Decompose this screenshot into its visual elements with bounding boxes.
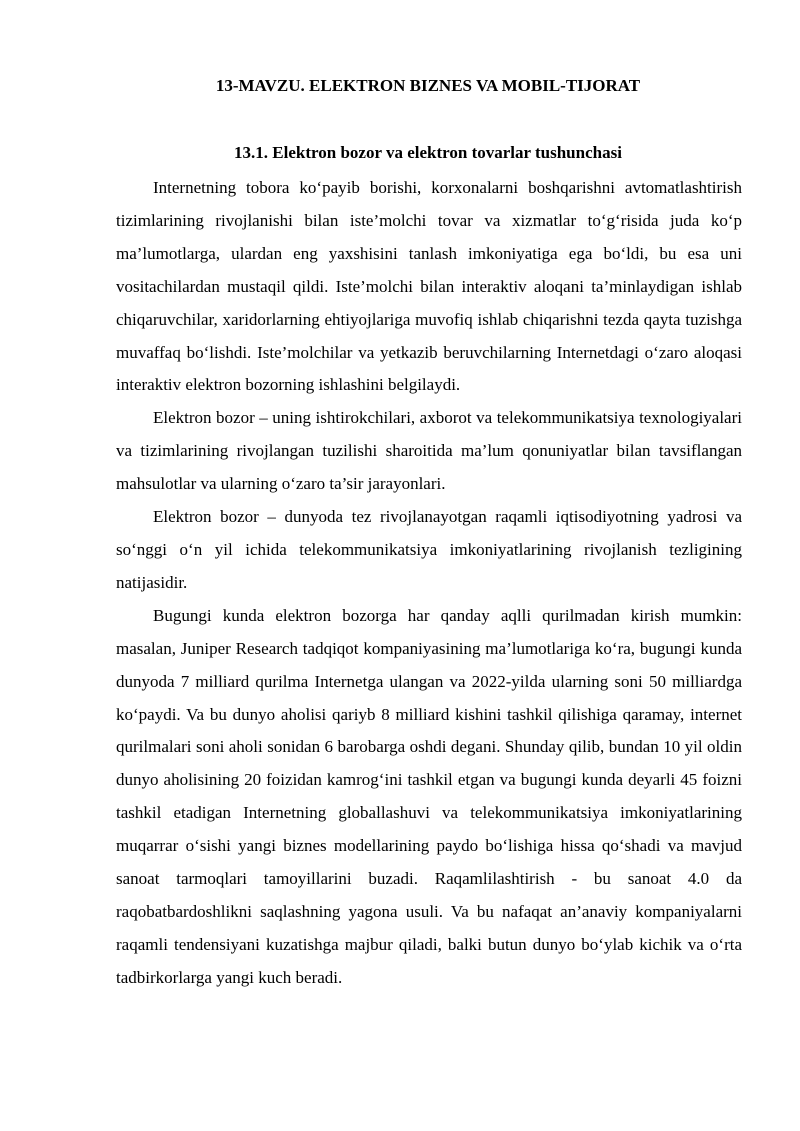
section-title: 13.1. Elektron bozor va elektron tovarlar tushunchasi — [234, 143, 622, 162]
chapter-title: 13-MAVZU. ELEKTRON BIZNES VA MOBIL-TIJORAT — [215, 76, 641, 95]
body-text — [116, 172, 742, 995]
paragraph: Internetning tobora ko‘payib borishi, korxonalarni boshqarishni avtomatlashtirish tizimlarining rivojlanishi bilan iste’molchi tovar va xizmatlar to‘g‘risida juda ko‘p ma’lumotlarga, ulardan eng yaxshisini tanlash imkoniyatiga ega bo‘ldi, bu esa uni vositachilardan mustaqil qildi. Iste’molchi bilan interaktiv aloqani ta’minlaydigan ishlab chiqaruvchilar, xaridorlarning ehtiyojlariga muvofiq ishlab chiqarishni tezda qayta tuzishga muvaffaq bo‘lishdi. Iste’molchilar va yetkazib beruvchilarning Internetdagi o‘zaro aloqasi interaktiv elektron bozorning ishlashini belgilaydi. — [116, 178, 742, 395]
paragraph: Elektron bozor – uning ishtirokchilari, axborot va telekommunikatsiya texnologiyalari va tizimlarining rivojlangan tuzilishi sharoitida ma’lum qonuniyatlar bilan tavsiflangan mahsulotlar va ularning o‘zaro ta’sir jarayonlari. — [116, 408, 742, 494]
paragraph: Elektron bozor – dunyoda tez rivojlanayotgan raqamli iqtisodiyotning yadrosi va so‘nggi o‘n yil ichida telekommunikatsiya imkoniyatlarining rivojlanish tezligining natijasidir. — [116, 507, 742, 592]
paragraph: Bugungi kunda elektron bozorga har qanday aqlli qurilmadan kirish mumkin: masalan, Juniper Research tadqiqot kompaniyasining ma’lumotlariga ko‘ra, bugungi kunda dunyoda 7 milliard qurilma Internetga ulangan va 2022-yilda ularning soni 50 milliardga ko‘paydi. Va bu dunyo aholisi qariyb 8 milliard kishini tashkil qilishiga qaramay, internet qurilmalari soni aholi sonidan 6 barobarga oshdi degani. Shunday qilib, bundan 10 yil oldin dunyo aholisining 20 foizidan kamrog‘ini tashkil etgan va bugungi kunda deyarli 45 foizni tashkil etadigan Internetning globallashuvi va telekommunikatsiya imkoniyatlarining muqarrar o‘sishi yangi biznes modellarining paydo bo‘lishiga hissa qo‘shadi va mavjud sanoat tarmoqlari tamoyillarini buzadi. Raqamlilashtirish - bu sanoat 4.0 da raqobatbardoshlikni saqlashning yagona usuli. Va bu nafaqat an’anaviy kompaniyalarni raqamli tendensiyani kuzatishga majbur qiladi, balki butun dunyo bo‘ylab kichik va o‘rta tadbirkorlarga yangi kuch beradi. — [116, 605, 742, 987]
